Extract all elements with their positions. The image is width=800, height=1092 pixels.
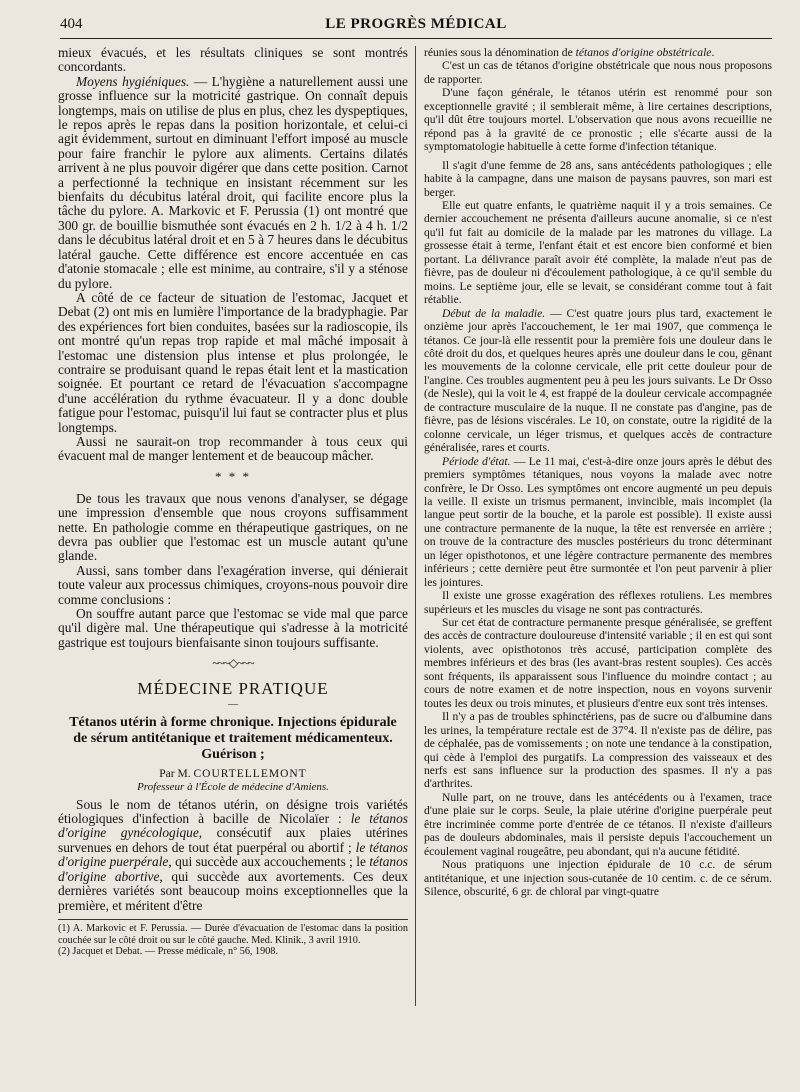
author-name: COURTELLEMONT: [193, 767, 307, 780]
text-run: .: [711, 46, 715, 59]
paragraph: De tous les travaux que nous venons d'analyser, se dégage une impression d'ensemble que nous croyons suffisamment nette. En pathologie comme en thérapeutique gastriques, on ne devra pas oublier que l'estomac est un muscle autant qu'une glande.: [58, 490, 408, 564]
asterism-divider: * * *: [215, 468, 251, 484]
ornament-divider: ~~~◇~~~: [212, 656, 254, 671]
paragraph: On souffre autant parce que l'estomac se vide mal que parce qu'il digère mal. Une thérapeutique qui s'adresse à la motricité gastrique est toujours bienfaisante sinon toujours suffisante.: [58, 606, 408, 650]
paragraph: [58, 798, 408, 913]
text-run-italic: le tétanos d'origine puerpérale: [58, 839, 408, 870]
paragraph: Aussi, sans tomber dans l'exagération inverse, qui dénierait toute valeur aux processus chimiques, croyons-nous pouvoir dire comme conclusions :: [58, 562, 408, 607]
paragraph: Il n'y a pas de troubles sphinctériens, pas de sucre ou d'albumine dans les urines, la température rectale est de 37°4. Il n'existe pas de délire, pas de céphalée, pas de vomissements ; on note une tendance à la constipation, qui cède à l'emploi des purgatifs. La compression des vaisseaux et des nerfs est sans influence sur la production des spasmes. Il n'y a pas d'arthrites.: [424, 710, 772, 791]
paragraph-text: — Le 11 mai, c'est-à-dire onze jours après le début des premiers symptômes tétaniques, nous voyons la malade avec notre confrère, le Dr Osso. Les symptômes ont encore augmenté un peu depuis la veille. Il existe un trismus permanent, invincible, mais incomplet (la langue peut sortir de la bouche, et la parole est possible). Il existe aussi une contracture permanente de la nuque, la tête est renversée en arrière ; on trouve de la contracture des muscles postérieurs du tronc déterminant un léger opisthotonos, et une légère contracture permanente des membres inférieurs ; cette dernière peut être surmontée et l'on peut parvenir à plier les jointures.: [424, 454, 772, 589]
byline-prefix: Par M.: [159, 767, 194, 780]
paragraph-label: Période d'état.: [442, 454, 511, 468]
footnote: (2) Jacquet et Debat. — Presse médicale, n° 56, 1908.: [58, 946, 278, 958]
text-run: réunies sous la dénomination de: [424, 46, 576, 59]
paragraph: D'une façon générale, le tétanos utérin est renommé pour son exceptionnelle gravité ; il semblerait même, à lire certaines descriptions, qu'il dût être toujours mortel. L'observation que nous avons recueillie ne répond pas à la gravité de ce pronostic ; elle s'écarte aussi de la symptomatologie habituelle à cette forme d'infection tétanique.: [424, 86, 772, 154]
byline: [58, 767, 408, 781]
paragraph: [424, 307, 772, 455]
paragraph: Il s'agit d'une femme de 28 ans, sans antécédents pathologiques ; elle habite à la campagne, dans une maison de paysans pauvres, son mari est berger.: [424, 158, 772, 199]
text-run: Sous le nom de tétanos utérin, on désigne trois variétés étiologiques d'infection à bacille de Nicolaïer :: [58, 796, 408, 827]
text-run-italic: tétanos d'origine obstétricale: [575, 46, 712, 59]
paragraph: [424, 46, 772, 59]
paragraph-label: Début de la maladie.: [442, 306, 546, 320]
right-column: [424, 46, 772, 1076]
paragraph: Nous pratiquons une injection épidurale de 10 c.c. de sérum antitétanique, et une injection sous-cutanée de 10 centim. c. de ce sérum. Silence, obscurité, 6 gr. de chloral par vingt-quatre: [424, 858, 772, 899]
paragraph: C'est un cas de tétanos d'origine obstétricale que nous nous proposons de rapporter.: [424, 59, 772, 86]
text-run-italic: le tétanos d'origine gynécologique: [58, 811, 408, 841]
paragraph: mieux évacués, et les résultats cliniques se sont montrés concordants.: [58, 46, 408, 75]
text-run: , consécutif aux plaies utérines survenues en dehors de tout état puerpéral ou abortif ;: [58, 825, 408, 855]
paragraph: Il existe une grosse exagération des réflexes rotuliens. Les membres supérieurs et les muscles du visage ne sont pas contracturés.: [424, 589, 772, 616]
paragraph: Aussi ne saurait-on trop recommander à tous ceux qui évacuent mal de manger lentement et de beaucoup mâcher.: [58, 433, 408, 464]
section-dash: —: [228, 698, 238, 710]
paragraph-label: Moyens hygiéniques.: [76, 73, 190, 89]
text-run: , qui succède aux avortements. Ces deux dernières variétés sont beaucoup moins exceptionnelles que la première, et méritent d'être: [58, 868, 408, 913]
paragraph: Elle eut quatre enfants, le quatrième naquit il y a trois semaines. Ce dernier accouchement ne présenta d'ailleurs aucune anomalie, si ce n'est qu'il fut fait au domicile de la malade par les matrones du village. La grossesse était à terme, l'enfant était et est encore bien conformé et bien portant. La délivrance paraît avoir été complète, la malade n'eut pas de fièvre, pas de douleur ni d'écoulement pathologique, à ce qu'il semble du moins. Le septième jour, elle se levait, se considérant comme tout à fait rétablie.: [424, 198, 772, 307]
paragraph-text: — C'est quatre jours plus tard, exactement le onzième jour après l'accouchement, le 1er mai 1907, que commença le tétanos. Ce jour-là elle ressentit pour la première fois une douleur dans le côté droit du dos, et quelques heures après une douleur dans le cou, gênant les mouvements de la colonne cervicale, elle prit cette douleur pour de l'angine. Ces troubles augmentent peu à peu les jours suivants. Le Dr Osso (de Nesle), qui la voit le 4, est frappé de la douleur cervicale accompagnée de contracture musculaire de la nuque. Il ne constate pas d'angine, pas de fièvre, pas de lésions viscérales. Le 10, on constate, outre la rigidité de la colonne cervicale, un léger trismus, et quelques accès de contracture généralisée, rares et courts.: [424, 306, 772, 455]
page-number: 404: [60, 16, 83, 32]
footnote: (1) A. Markovic et F. Perussia. — Durée d'évacuation de l'estomac dans la position couchée sur le côté droit ou sur le côté gauche. Med. Klinik., 3 avril 1910.: [58, 922, 408, 946]
article-title: Tétanos utérin à forme chronique. Injections épidurale de sérum antitétanique et traitement médicamenteux. Guérison ;: [69, 714, 397, 762]
footnotes: [58, 919, 408, 958]
text-run: , qui succède aux accouchements ; le: [168, 854, 370, 870]
page-header: [60, 14, 772, 39]
author-affiliation: Professeur à l'École de médecine d'Amiens.: [137, 780, 329, 793]
paragraph: [58, 75, 408, 291]
paragraph: A côté de ce facteur de situation de l'estomac, Jacquet et Debat (2) ont mis en lumière l'importance de la bradyphagie. Par des expériences fort bien conduites, basées sur la radioscopie, ils ont montré qu'un repas trop rapide et mal mâché imposait à l'estomac une distension plus intense et plus prolongée, le contraire se produisant quand le repas était lent et la mastication soignée. Et pourtant ce retard de l'évacuation s'accompagne d'une accélération du rythme évacuateur. Il y a donc double fatigue pour l'estomac, puisqu'il lui faut se contracter plus et plus longtemps.: [58, 289, 408, 435]
paragraph: Sur cet état de contracture permanente presque généralisée, se greffent des accès de contracture douloureuse d'intensité variable ; il en est qui sont violents, avec opisthotonos très accusé, participation complète des membres inférieurs et des bras (les avant-bras restent souples). Ces accès sont fréquents, ils apparaissent sous l'influence du moindre contact ; au cours de notre examen et de notre inspection, nous en voyons survenir toutes les deux ou trois minutes, et plusieurs d'entre eux sont très intenses.: [424, 616, 772, 710]
left-column: [58, 46, 408, 1076]
paragraph: [424, 455, 772, 590]
journal-title: LE PROGRÈS MÉDICAL: [325, 16, 507, 32]
paragraph: Nulle part, on ne trouve, dans les antécédents ou à l'examen, trace d'une plaie sur le corps. Seule, la plaie utérine d'origine puerpérale peut être incriminée comme porte d'entrée de ce tétanos. Il n'existe d'ailleurs pas de douleurs abdominales, mais il persiste depuis l'accouchement un écoulement vaginal rougeâtre, peu abondant, qui n'a aucune fétidité.: [424, 790, 772, 858]
text-run-italic: tétanos d'origine abortive: [58, 854, 408, 884]
column-divider: [415, 46, 416, 1006]
paragraph-text: — L'hygiène a naturellement aussi une grosse influence sur la motricité gastrique. On connaît depuis longtemps, mais on utilise de plus en plus, chez les dyspeptiques, le repos après le repas dans la position horizontale, et celui-ci agit évidemment, surtout en diminuant l'effort imposé au muscle pour faire franchir le pylore aux aliments. Certains dilatés arrivent à ne plus pouvoir digérer que dans cette position. Carnot a perfectionné la technique en insistant récemment sur les bienfaits du décubitus latéral droit, qui facilite encore plus la tâche du pylore. A. Markovic et F. Perussia (1) ont montré que 300 gr. de bouillie bismuthée sont évacués en 2 h. 1/2 à 4 h. 1/2 dans le décubitus latéral droit et en 5 à 7 heures dans le décubitus latéral gauche. Cette différence est encore accentuée en cas d'atonie stomacale ; elle est minime, au contraire, s'il y a sténose du pylore.: [58, 73, 408, 291]
section-title: MÉDECINE PRATIQUE: [137, 678, 329, 698]
